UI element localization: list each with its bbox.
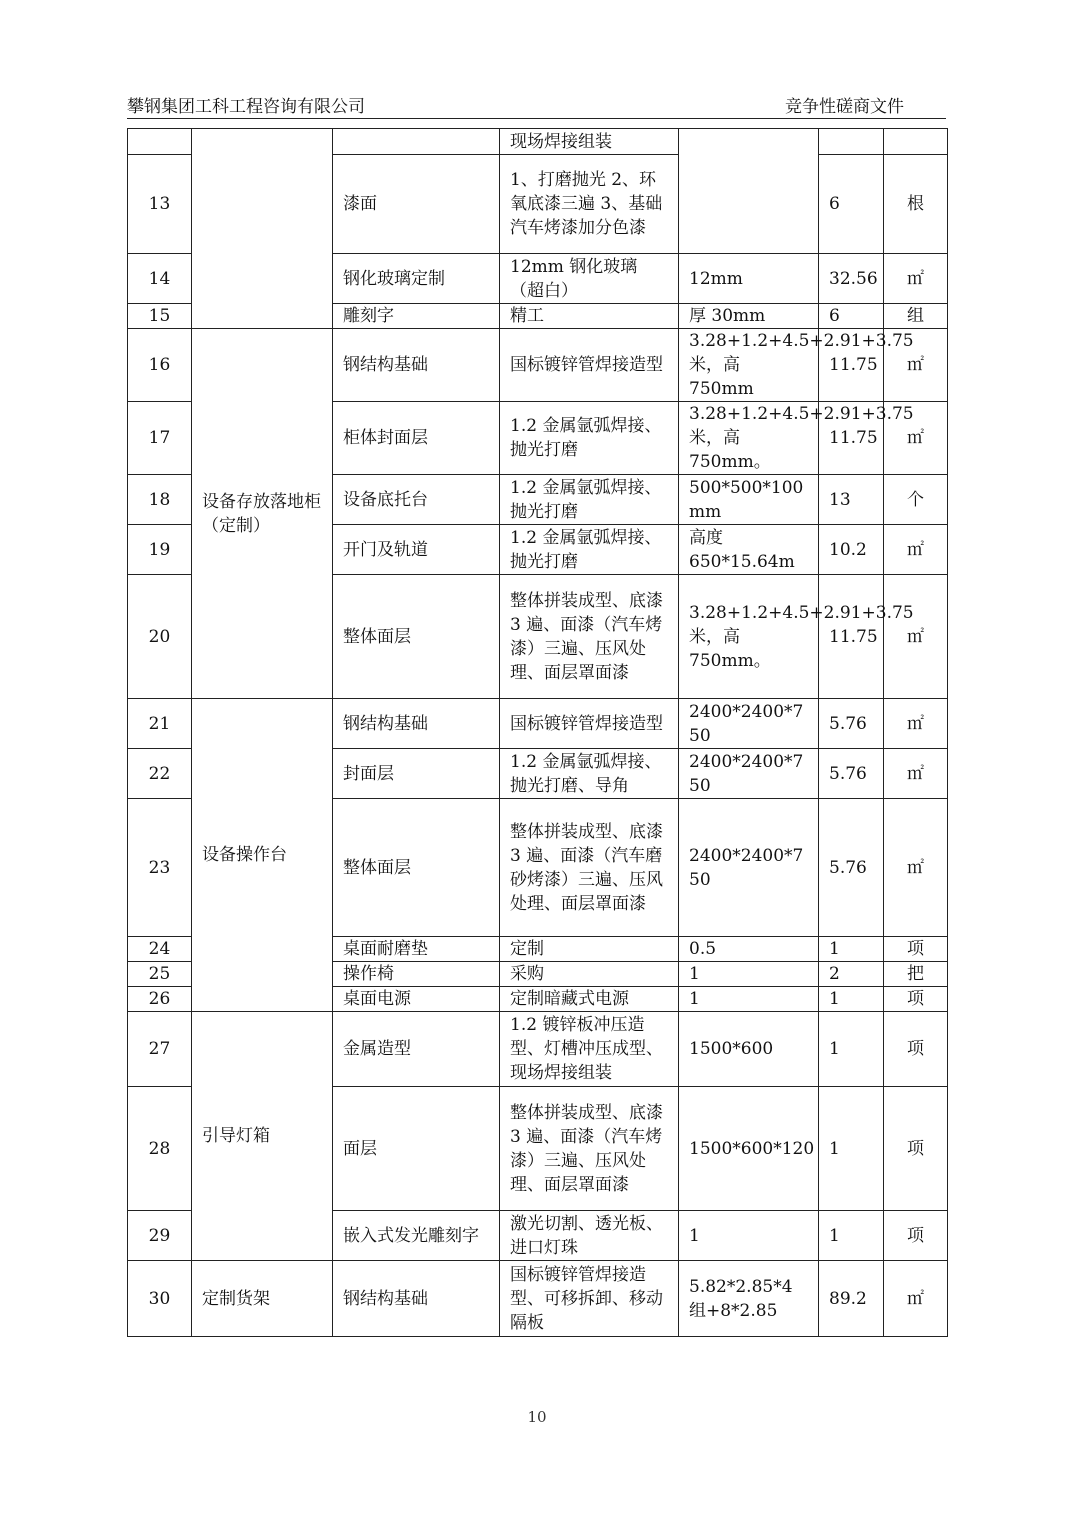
row-number: 25: [128, 962, 192, 987]
row-number: 30: [128, 1261, 192, 1337]
row-number: 19: [128, 525, 192, 575]
item-quantity: 89.2: [819, 1261, 884, 1337]
item-unit: ㎡: [884, 329, 948, 402]
item-unit: 根: [884, 155, 948, 254]
item-quantity: 11.75: [819, 329, 884, 402]
item-quantity: 10.2: [819, 525, 884, 575]
item-spec: 5.82*2.85*4 组+8*2.85: [679, 1261, 819, 1337]
row-number: 13: [128, 155, 192, 254]
item-quantity: 2: [819, 962, 884, 987]
item-description: 1.2 镀锌板冲压造型、灯槽冲压成型、现场焊接组装: [500, 1012, 679, 1087]
item-name: 整体面层: [333, 799, 500, 937]
row-number: 15: [128, 304, 192, 329]
item-spec: 500*500*100mm: [679, 475, 819, 525]
item-description: 精工: [500, 304, 679, 329]
company-name: 攀钢集团工科工程咨询有限公司: [127, 97, 365, 117]
item-quantity: 5.76: [819, 699, 884, 749]
item-description: 现场焊接组装: [500, 129, 679, 155]
item-quantity: 6: [819, 304, 884, 329]
group-cell: 设备操作台: [192, 699, 333, 1012]
item-unit: ㎡: [884, 1261, 948, 1337]
item-unit: 把: [884, 962, 948, 987]
item-description: 12mm 钢化玻璃（超白）: [500, 254, 679, 304]
page-header: [127, 92, 946, 119]
item-name: 桌面电源: [333, 987, 500, 1012]
item-description: 激光切割、透光板、进口灯珠: [500, 1211, 679, 1261]
item-name: 开门及轨道: [333, 525, 500, 575]
item-spec: 3.28+1.2+4.5+2.91+3.75 米，高 750mm: [679, 329, 819, 402]
document-type: 竞争性磋商文件: [785, 97, 904, 117]
group-cell: 设备存放落地柜（定制）: [192, 329, 333, 699]
row-number: 18: [128, 475, 192, 525]
row-number: 29: [128, 1211, 192, 1261]
group-cell: 定制货架: [192, 1261, 333, 1337]
item-name: 桌面耐磨垫: [333, 937, 500, 962]
item-quantity: 11.75: [819, 402, 884, 475]
row-number: 26: [128, 987, 192, 1012]
item-spec: 高度 650*15.64m: [679, 525, 819, 575]
item-spec: 2400*2400*750: [679, 749, 819, 799]
item-quantity: 1: [819, 937, 884, 962]
row-number: 16: [128, 329, 192, 402]
item-name: 嵌入式发光雕刻字: [333, 1211, 500, 1261]
item-quantity: 1: [819, 987, 884, 1012]
item-spec: 0.5: [679, 937, 819, 962]
item-quantity: 13: [819, 475, 884, 525]
row-number: [128, 129, 192, 155]
item-name: 面层: [333, 1087, 500, 1211]
table-row: [128, 129, 948, 155]
item-unit: 组: [884, 304, 948, 329]
row-number: 20: [128, 575, 192, 699]
row-number: 17: [128, 402, 192, 475]
item-description: 1.2 金属氩弧焊接、抛光打磨、导角: [500, 749, 679, 799]
item-unit: 项: [884, 1012, 948, 1087]
item-unit: ㎡: [884, 575, 948, 699]
item-description: 定制: [500, 937, 679, 962]
item-description: 整体拼装成型、底漆 3 遍、面漆（汽车烤漆）三遍、压风处理、面层罩面漆: [500, 575, 679, 699]
item-quantity: 1: [819, 1012, 884, 1087]
item-name: [333, 129, 500, 155]
specification-table: [127, 128, 948, 1337]
row-number: 23: [128, 799, 192, 937]
item-description: 1.2 金属氩弧焊接、抛光打磨: [500, 525, 679, 575]
item-unit: ㎡: [884, 254, 948, 304]
item-name: 操作椅: [333, 962, 500, 987]
table-row: [128, 329, 948, 402]
item-spec: 厚 30mm: [679, 304, 819, 329]
row-number: 22: [128, 749, 192, 799]
item-unit: 项: [884, 987, 948, 1012]
item-description: 1.2 金属氩弧焊接、抛光打磨: [500, 402, 679, 475]
item-unit: ㎡: [884, 525, 948, 575]
item-spec: 1: [679, 1211, 819, 1261]
item-spec: 3.28+1.2+4.5+2.91+3.75 米，高 750mm。: [679, 575, 819, 699]
item-unit: ㎡: [884, 402, 948, 475]
item-name: 整体面层: [333, 575, 500, 699]
item-name: 钢化玻璃定制: [333, 254, 500, 304]
item-name: 设备底托台: [333, 475, 500, 525]
item-description: 国标镀锌管焊接造型: [500, 699, 679, 749]
item-name: 钢结构基础: [333, 699, 500, 749]
item-description: 国标镀锌管焊接造型、可移拆卸、移动隔板: [500, 1261, 679, 1337]
item-name: 钢结构基础: [333, 1261, 500, 1337]
item-name: 金属造型: [333, 1012, 500, 1087]
item-quantity: 32.56: [819, 254, 884, 304]
item-description: 1.2 金属氩弧焊接、抛光打磨: [500, 475, 679, 525]
table-row: [128, 1012, 948, 1087]
item-unit: 项: [884, 1087, 948, 1211]
item-name: 钢结构基础: [333, 329, 500, 402]
item-name: 漆面: [333, 155, 500, 254]
item-name: 雕刻字: [333, 304, 500, 329]
item-description: 1、打磨抛光 2、环氧底漆三遍 3、基础汽车烤漆加分色漆: [500, 155, 679, 254]
item-spec: [679, 129, 819, 254]
item-unit: 个: [884, 475, 948, 525]
item-unit: ㎡: [884, 749, 948, 799]
item-spec: 1500*600*120: [679, 1087, 819, 1211]
item-unit: ㎡: [884, 799, 948, 937]
page-number: 10: [527, 1408, 547, 1426]
item-quantity: 11.75: [819, 575, 884, 699]
item-spec: 1: [679, 987, 819, 1012]
item-spec: 1500*600: [679, 1012, 819, 1087]
item-spec: 2400*2400*750: [679, 799, 819, 937]
item-quantity: 5.76: [819, 749, 884, 799]
item-description: 整体拼装成型、底漆 3 遍、面漆（汽车磨砂烤漆）三遍、压风处理、面层罩面漆: [500, 799, 679, 937]
item-quantity: 6: [819, 155, 884, 254]
item-unit: [884, 129, 948, 155]
row-number: 28: [128, 1087, 192, 1211]
item-description: 整体拼装成型、底漆 3 遍、面漆（汽车烤漆）三遍、压风处理、面层罩面漆: [500, 1087, 679, 1211]
row-number: 27: [128, 1012, 192, 1087]
item-quantity: 1: [819, 1087, 884, 1211]
row-number: 21: [128, 699, 192, 749]
row-number: 24: [128, 937, 192, 962]
group-cell: 引导灯箱: [192, 1012, 333, 1261]
item-description: 定制暗藏式电源: [500, 987, 679, 1012]
item-quantity: [819, 129, 884, 155]
table-row: [128, 1261, 948, 1337]
item-description: 国标镀锌管焊接造型: [500, 329, 679, 402]
item-unit: 项: [884, 1211, 948, 1261]
item-description: 采购: [500, 962, 679, 987]
item-name: 封面层: [333, 749, 500, 799]
item-spec: 1: [679, 962, 819, 987]
row-number: 14: [128, 254, 192, 304]
item-quantity: 1: [819, 1211, 884, 1261]
item-unit: 项: [884, 937, 948, 962]
group-cell: [192, 129, 333, 329]
item-spec: 12mm: [679, 254, 819, 304]
item-quantity: 5.76: [819, 799, 884, 937]
table-row: [128, 699, 948, 749]
item-unit: ㎡: [884, 699, 948, 749]
item-name: 柜体封面层: [333, 402, 500, 475]
item-spec: 3.28+1.2+4.5+2.91+3.75 米，高 750mm。: [679, 402, 819, 475]
item-spec: 2400*2400*750: [679, 699, 819, 749]
